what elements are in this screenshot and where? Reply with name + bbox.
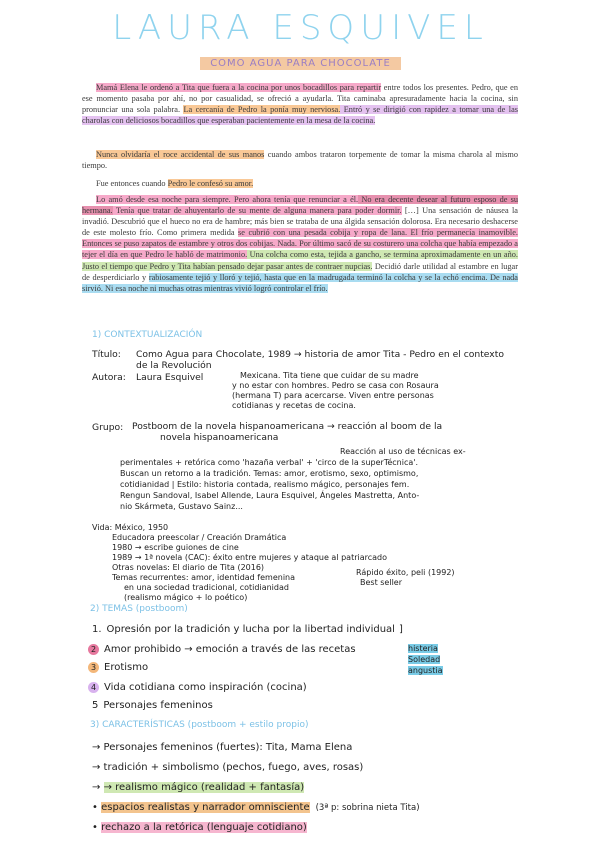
passage-segment: Nada. Por último sacó de su costurero una colcha que había empezado a tejer el día en que Pedro le habló de matrimonio.	[82, 239, 518, 260]
section-heading-temas: 2) TEMAS (postboom)	[90, 604, 188, 614]
subtitle	[0, 53, 601, 71]
reaccion-6: nio Skármeta, Gustavo Sainz...	[120, 502, 243, 511]
side-note-soledad	[408, 655, 440, 664]
passage-paragraph-2	[82, 149, 518, 171]
passage-segment: Decidió darle utilidad al estambre en lugar de desperdiciarlo y	[82, 261, 519, 282]
passage-segment: Una colcha como esta, tejida a gancho, se termina aproximadamente en un año. Justo el tiempo que Pedro y Tita habían pensado dejar pasar antes de contraer nupcias.	[82, 250, 518, 271]
car-item-1: → Personajes femeninos (fuertes): Tita, Mama Elena	[92, 742, 353, 753]
vida-4: 1989 → 1ª novela (CAC): éxito entre mujeres y ataque al patriarcado	[112, 553, 388, 562]
tema-text-5: Personajes femeninos	[103, 700, 213, 711]
car-item-3: → → realismo mágico (realidad + fantasía)	[92, 782, 305, 793]
tema-text-4: Vida cotidiana como inspiración (cocina)	[104, 682, 307, 693]
car-text-3: → realismo mágico (realidad + fantasía)	[103, 782, 305, 793]
vida-3: 1980 → escribe guiones de cine	[112, 543, 239, 552]
section-heading-context: 1) CONTEXTUALIZACIÓN	[92, 330, 203, 340]
passage-segment: […] Una sensación de náusea la invadió. Descubrió que el hueco no era de hambre; más bien se trataba de una álgida sensación dolorosa. Era necesario deshacerse de este molesto frío. Como primera medida	[82, 206, 518, 238]
autora-text-3: (hermana T) para acercarse. Viven entre personas	[232, 391, 434, 400]
section-heading-caracteristicas: 3) CARACTERÍSTICAS (postboom + estilo propio)	[90, 720, 309, 730]
tema-item-1: 1. Opresión por la tradición y lucha por la libertad individual ]	[92, 624, 403, 635]
tema-item-2	[88, 644, 356, 655]
tema-dot-2: 2	[88, 644, 99, 655]
car-text-4: espacios realistas y narrador omnisciente	[101, 802, 310, 813]
grupo-text-1: Postboom de la novela hispanoamericana → reacción al boom de la	[132, 421, 443, 432]
vida-5: Otras novelas: El diario de Tita (2016)	[112, 563, 265, 572]
tema-dot-4: 4	[88, 682, 99, 693]
grupo-label: Grupo:	[92, 422, 124, 433]
passage-segment: entre todos los presentes. Pedro, que en ese momento pasaba por ahí, no por casualidad, se ofreció a ayudarla. Tita caminaba apresuradamente hacia la cocina, sin pronunciar una sola palabra.	[82, 83, 518, 115]
passage-paragraph-4	[82, 194, 518, 294]
passage-segment: Nunca olvidaría el roce accidental de sus manos	[96, 150, 265, 159]
autora-name: Laura Esquivel	[136, 372, 204, 383]
passage-segment: No era decente desear al futuro esposo de su hermana.	[82, 195, 519, 216]
tema-item-5: 5 Personajes femeninos	[92, 700, 213, 711]
car-item-4: • espacios realistas y narrador omnisciente (3ª p: sobrina nieta Tita)	[92, 802, 420, 813]
side-note-histeria-text: histeria	[408, 644, 438, 653]
passage-segment: Lo amó desde esa noche para siempre. Pero ahora tenía que renunciar a él.	[96, 195, 359, 204]
passage-segment: Tenía que tratar de ahuyentarlo de su mente de alguna manera para poder dormir.	[112, 206, 402, 216]
passage-segment: Mamá Elena le ordenó a Tita que fuera a la cocina por unos bocadillos para repartir	[96, 83, 382, 92]
passage-segment: Pedro le confesó su amor.	[167, 179, 254, 188]
reaccion-5: Rengun Sandoval, Isabel Allende, Laura Esquivel, Ángeles Mastretta, Anto-	[120, 491, 420, 500]
car-text-4b: (3ª p: sobrina nieta Tita)	[315, 803, 420, 813]
vida-1: Vida: México, 1950	[92, 523, 169, 532]
tema-item-3	[88, 662, 148, 673]
page-title: LAURA ESQUIVEL	[112, 8, 489, 48]
rapido-exito: Rápido éxito, peli (1992)	[356, 568, 455, 577]
vida-8: (realismo mágico + lo poético)	[124, 593, 248, 602]
passage-segment: rabiosamente tejió y lloró y tejió, hasta que en la madrugada terminó la colcha y se la echó encima. De nada sirvió. Ni esa noche ni muchas otras mientras vivió logró controlar el frío.	[82, 272, 518, 293]
reaccion-2: perimentales + retórica como 'hazaña verbal' + 'circo de la superTécnica'.	[120, 458, 418, 467]
passage-paragraph-3	[82, 178, 518, 189]
tema-text-3: Erotismo	[104, 662, 149, 673]
vida-2: Educadora preescolar / Creación Dramática	[112, 533, 287, 542]
side-note-angustia	[408, 666, 443, 675]
car-item-2: → tradición + simbolismo (pechos, fuego, aves, rosas)	[92, 762, 364, 773]
tema-dot-3: 3	[88, 662, 99, 673]
tema-text-2: Amor prohibido → emoción a través de las recetas	[104, 644, 356, 655]
tema-item-4	[88, 682, 307, 693]
passage-segment: Entró y se dirigió con rapidez a tomar una de las charolas con deliciosos bocadillos que esperaban pacientemente en la mesa de la cocina.	[82, 105, 518, 126]
car-item-5: • rechazo a la retórica (lenguaje cotidiano)	[92, 822, 307, 833]
passage-segment: se cubrió con una pesada cobija y ropa de lana. El frío permanecía inamovible. Entonces se puso zapatos de estambre y otros dos cobijas.	[82, 228, 518, 249]
passage-segment: cuando ambos trataron torpemente de tomar la misma charola al mismo tiempo.	[82, 150, 518, 171]
passage-paragraph-1	[82, 82, 518, 126]
side-note-soledad-text: Soledad	[408, 655, 441, 664]
reaccion-1: Reacción al uso de técnicas ex-	[340, 447, 466, 456]
titulo-label: Título:	[92, 349, 121, 360]
reaccion-4: cotidianidad | Estilo: historia contada, realismo mágico, personajes fem.	[120, 480, 410, 489]
autora-text-4: cotidianas y recetas de cocina.	[232, 401, 356, 410]
autora-label: Autora:	[92, 372, 126, 383]
autora-text-1: Mexicana. Tita tiene que cuidar de su madre	[240, 371, 419, 380]
subtitle-text: COMO AGUA PARA CHOCOLATE	[200, 57, 401, 70]
best-seller: Best seller	[360, 578, 403, 587]
titulo-text: Como Agua para Chocolate, 1989 → historia de amor Tita - Pedro en el contexto de la Revolución	[136, 349, 504, 371]
side-note-histeria	[408, 644, 438, 653]
tema-text-1: Opresión por la tradición y lucha por la libertad individual	[106, 624, 395, 635]
autora-text-2: y no estar con hombres. Pedro se casa con Rosaura	[232, 381, 439, 390]
side-note-angustia-text: angustia	[408, 666, 443, 675]
passage-segment: Fue entonces cuando	[96, 179, 168, 188]
passage-segment: La cercanía de Pedro la ponía muy nerviosa.	[183, 105, 341, 115]
car-text-5: rechazo a la retórica (lenguaje cotidiano)	[101, 822, 307, 833]
vida-7: en una sociedad tradicional, cotidianidad	[124, 583, 289, 592]
reaccion-3: Buscan un retorno a la tradición. Temas: amor, erotismo, sexo, optimismo,	[120, 469, 419, 478]
vida-6: Temas recurrentes: amor, identidad femenina	[112, 573, 296, 582]
grupo-text-2: novela hispanoamericana	[160, 432, 279, 443]
